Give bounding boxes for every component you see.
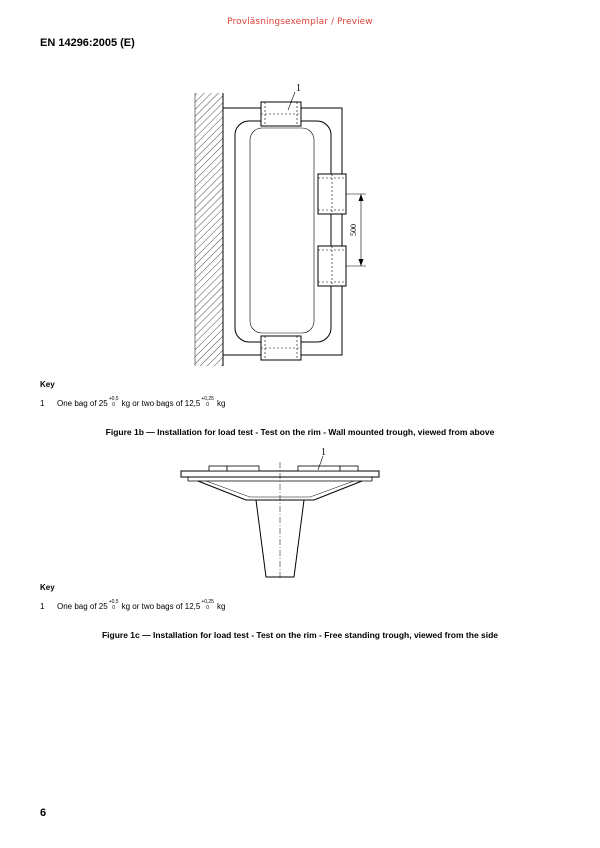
standard-header: EN 14296:2005 (E) (40, 37, 135, 49)
figure-caption: Figure 1b — Installation for load test - Test on the rim - Wall mounted trough, viewed from above (105, 427, 495, 437)
page-number: 6 (40, 807, 47, 819)
tolerance: +0,25 0 (201, 599, 214, 611)
key-item (40, 600, 225, 612)
key-heading: Key (40, 583, 55, 592)
callout-number: 1 (296, 83, 301, 94)
tolerance: +0,5 0 (108, 599, 119, 611)
bag-bottom (261, 336, 301, 360)
tolerance: +0,25 0 (201, 396, 214, 408)
key-item (40, 397, 225, 409)
bag-right-outer (340, 466, 358, 471)
key-item-text: One bag of 25 (57, 601, 108, 611)
key-item-number: 1 (40, 601, 45, 611)
trough-basin (250, 128, 314, 333)
key-item-number: 1 (40, 398, 45, 408)
key-item-text: kg (216, 398, 226, 408)
key-item-text: kg or two bags of 12,5 (121, 398, 201, 408)
figure-caption: Figure 1c — Installation for load test - Test on the rim - Free standing trough, viewed from the side (101, 630, 499, 640)
bag-top (261, 102, 301, 126)
key-item-text: One bag of 25 (57, 398, 108, 408)
bag-left-inner (227, 466, 259, 471)
tolerance: +0,5 0 (108, 396, 119, 408)
key-item-text: kg or two bags of 12,5 (121, 601, 201, 611)
figure-1b-drawing (0, 0, 600, 370)
wall-hatching (195, 93, 223, 366)
bag-right-lower (318, 246, 346, 286)
trough-rim-inner (235, 121, 331, 342)
key-item-text: kg (216, 601, 226, 611)
trough-outer-rim (223, 108, 342, 355)
key-heading: Key (40, 380, 55, 389)
preview-watermark: Provläsningsexemplar / Preview (227, 17, 373, 27)
bag-right-upper (318, 174, 346, 214)
figure-1c-drawing (0, 440, 600, 580)
dimension-label: 500 (349, 224, 358, 236)
bag-left-outer (209, 466, 227, 471)
callout-number: 1 (321, 447, 326, 458)
